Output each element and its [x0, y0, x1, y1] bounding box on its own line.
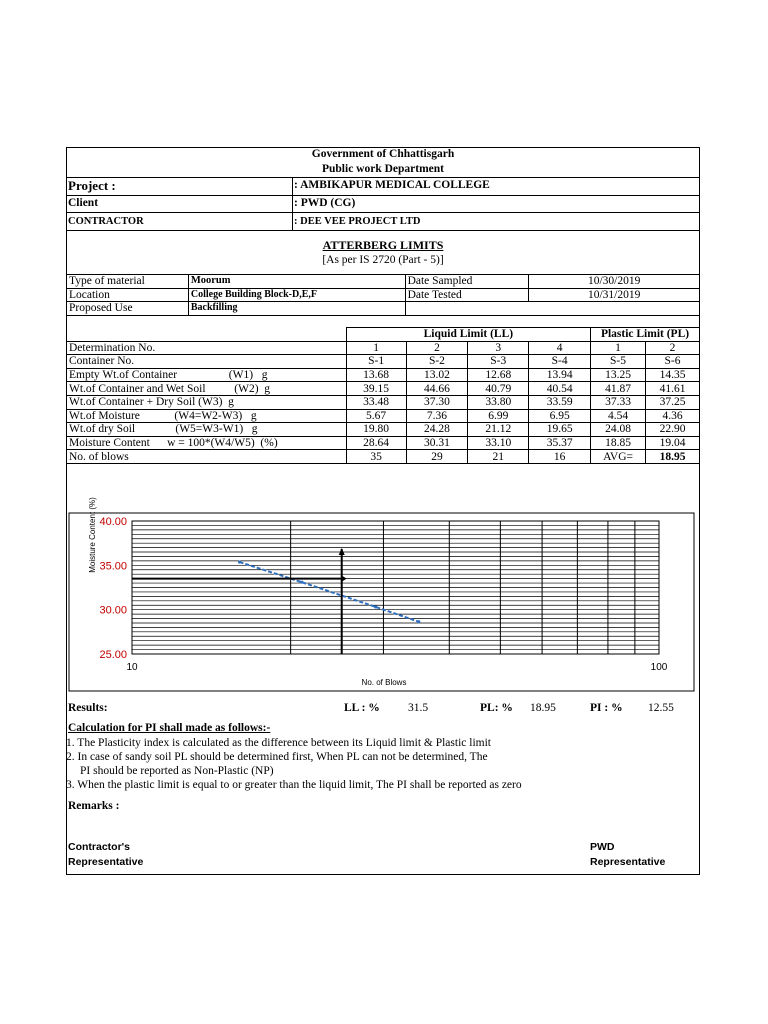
table-cell: S-3	[468, 355, 529, 369]
pl-label: PL: %	[480, 702, 513, 714]
contractor-label: CONTRACTOR	[68, 216, 144, 227]
contractor-value: : DEE VEE PROJECT LTD	[294, 216, 421, 227]
pl-header: Plastic Limit (PL)	[591, 328, 700, 342]
table-cell: 13.68	[346, 368, 406, 382]
note-3: 3. When the plastic limit is equal to or greater than the liquid limit, The PI shall be reported as zero	[66, 779, 522, 791]
sample-info-table	[66, 274, 700, 316]
divider	[66, 230, 700, 231]
table-cell: 2	[646, 341, 700, 355]
chart-frame	[69, 513, 694, 691]
table-cell: AVG=	[591, 450, 646, 464]
table-cell: S-5	[591, 355, 646, 369]
row-label: Wt.of Container + Dry Soil (W3) g	[67, 395, 347, 409]
y-tick-label: 30.00	[99, 604, 127, 617]
table-row	[67, 409, 700, 423]
data-point	[374, 605, 377, 608]
table-cell: 37.25	[646, 395, 700, 409]
contractor-sign-line1: Contractor's	[68, 841, 131, 853]
contractor-sign-line2: Representative	[68, 856, 144, 868]
table-cell: 1	[591, 341, 646, 355]
flow-curve-chart	[66, 465, 700, 705]
table-cell: 19.80	[346, 423, 406, 437]
table-cell: 33.80	[468, 395, 529, 409]
table-cell: 21.12	[468, 423, 529, 437]
table-cell: 21	[468, 450, 529, 464]
table-cell: 24.28	[406, 423, 468, 437]
location-label: Location	[67, 288, 189, 302]
test-title: ATTERBERG LIMITS	[322, 238, 444, 252]
table-cell: 33.10	[468, 436, 529, 450]
table-cell: 6.99	[468, 409, 529, 423]
row-label: Wt.of Container and Wet Soil (W2) g	[67, 382, 347, 396]
table-cell: 41.61	[646, 382, 700, 396]
note-2-continued: PI should be reported as Non-Plastic (NP)	[80, 765, 274, 777]
divider	[66, 195, 700, 196]
sampled-value: 10/30/2019	[529, 275, 700, 289]
project-value: : AMBIKAPUR MEDICAL COLLEGE	[294, 179, 490, 191]
pi-label: PI : %	[590, 702, 623, 714]
table-cell: 35	[346, 450, 406, 464]
table-cell: 44.66	[406, 382, 468, 396]
pwd-sign-line1: PWD	[590, 841, 615, 853]
sampled-label: Date Sampled	[405, 275, 529, 289]
ll-header: Liquid Limit (LL)	[346, 328, 590, 342]
table-cell: 28.64	[346, 436, 406, 450]
table-cell: 6.95	[529, 409, 591, 423]
table-row	[67, 423, 700, 437]
table-cell: S-6	[646, 355, 700, 369]
x-axis-label: No. of Blows	[361, 678, 407, 687]
table-row	[67, 395, 700, 409]
row-label: Wt.of dry Soil (W5=W3-W1) g	[67, 423, 347, 437]
table-cell: 13.25	[591, 368, 646, 382]
use-value: Backfilling	[188, 302, 405, 316]
table-cell: 22.90	[646, 423, 700, 437]
table-cell: 39.15	[346, 382, 406, 396]
remarks-label: Remarks :	[68, 800, 120, 812]
data-point	[238, 560, 241, 563]
org-line1: Government of Chhattisgarh	[311, 148, 455, 160]
table-cell: 12.68	[468, 368, 529, 382]
table-row	[67, 368, 700, 382]
table-cell: 40.54	[529, 382, 591, 396]
table-row	[67, 436, 700, 450]
ll-value: 31.5	[408, 702, 429, 714]
table-cell: 4.54	[591, 409, 646, 423]
test-standard: [As per IS 2720 (Part - 5)]	[322, 254, 444, 266]
table-row	[67, 341, 700, 355]
table-cell: 29	[406, 450, 468, 464]
table-cell: 40.79	[468, 382, 529, 396]
results-label: Results:	[68, 702, 108, 714]
table-cell: 33.48	[346, 395, 406, 409]
client-value: : PWD (CG)	[294, 197, 356, 209]
note-1: 1. The Plasticity index is calculated as the difference between its Liquid limit & Plastic limit	[66, 737, 491, 749]
determination-table	[66, 327, 700, 464]
divider	[66, 212, 700, 213]
row-label: No. of blows	[67, 450, 347, 464]
table-cell: 1	[346, 341, 406, 355]
table-cell: 18.85	[591, 436, 646, 450]
table-cell: 18.95	[646, 450, 700, 464]
table-cell: 5.67	[346, 409, 406, 423]
table-cell: 37.30	[406, 395, 468, 409]
table-cell: 16	[529, 450, 591, 464]
table-row	[67, 355, 700, 369]
table-cell: 13.94	[529, 368, 591, 382]
pi-value: 12.55	[648, 702, 674, 714]
table-row	[67, 382, 700, 396]
notes-heading: Calculation for PI shall made as follows:-	[68, 722, 271, 734]
note-2: 2. In case of sandy soil PL should be determined first, When PL can not be determined, The	[66, 751, 488, 763]
org-line2: Public work Department	[321, 163, 444, 175]
table-header-row	[67, 328, 700, 342]
type-value: Moorum	[188, 275, 405, 289]
table-cell: 30.31	[406, 436, 468, 450]
table-cell: 13.02	[406, 368, 468, 382]
table-cell: 33.59	[529, 395, 591, 409]
row-label: Moisture Content w = 100*(W4/W5) (%)	[67, 436, 347, 450]
type-label: Type of material	[67, 275, 189, 289]
row-label: Container No.	[67, 355, 347, 369]
table-cell: 41.87	[591, 382, 646, 396]
use-label: Proposed Use	[67, 302, 189, 316]
table-cell: 19.04	[646, 436, 700, 450]
table-cell: 7.36	[406, 409, 468, 423]
tested-label: Date Tested	[405, 288, 529, 302]
table-cell: 2	[406, 341, 468, 355]
table-cell: 35.37	[529, 436, 591, 450]
y-tick-label: 35.00	[99, 560, 127, 573]
table-cell: 4	[529, 341, 591, 355]
divider	[292, 177, 293, 230]
x-tick-label: 100	[650, 662, 668, 673]
y-tick-label: 25.00	[99, 649, 127, 661]
table-row	[67, 450, 700, 464]
table-cell: 4.36	[646, 409, 700, 423]
y-axis-label: Moisture Content (%)	[88, 497, 97, 573]
pl-value: 18.95	[530, 702, 556, 714]
row-label: Wt.of Moisture (W4=W2-W3) g	[67, 409, 347, 423]
x-tick-label: 10	[126, 662, 138, 673]
y-tick-label: 40.00	[99, 516, 127, 528]
table-cell: 37.33	[591, 395, 646, 409]
divider	[66, 177, 700, 178]
table-cell: 24.08	[591, 423, 646, 437]
data-point	[300, 581, 303, 584]
data-point	[417, 620, 420, 623]
table-cell: 14.35	[646, 368, 700, 382]
project-label: Project :	[68, 178, 116, 193]
table-cell: S-4	[529, 355, 591, 369]
client-label: Client	[68, 197, 99, 209]
row-label: Determination No.	[67, 341, 347, 355]
table-cell: 3	[468, 341, 529, 355]
table-cell: S-2	[406, 355, 468, 369]
location-value: College Building Block-D,E,F	[188, 288, 405, 302]
table-cell: 19.65	[529, 423, 591, 437]
table-cell: S-1	[346, 355, 406, 369]
row-label: Empty Wt.of Container (W1) g	[67, 368, 347, 382]
ll-label: LL : %	[344, 702, 380, 714]
tested-value: 10/31/2019	[529, 288, 700, 302]
pwd-sign-line2: Representative	[590, 856, 666, 868]
